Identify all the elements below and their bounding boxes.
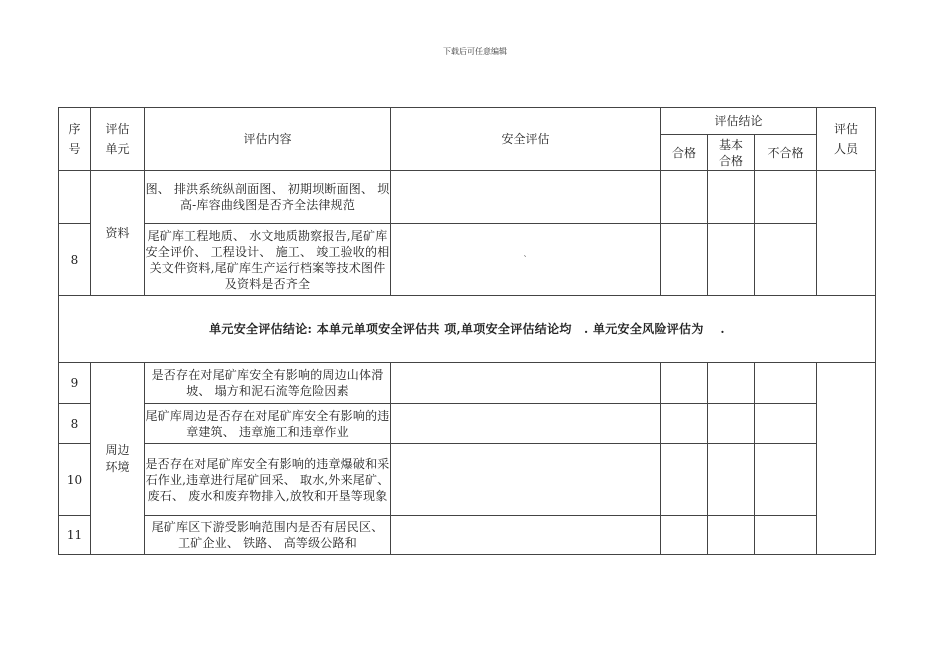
table-row: [59, 404, 876, 444]
row-number: 11: [59, 516, 91, 555]
pass-cell: [661, 363, 708, 404]
pass-cell: [661, 404, 708, 444]
summary-row: [59, 296, 876, 363]
header-conclusion: 评估结论: [661, 108, 817, 135]
basic-pass-cell: [708, 404, 755, 444]
fail-cell: [755, 444, 817, 516]
watermark: 下载后可任意编辑: [443, 47, 507, 56]
row-content: 尾矿库区下游受影响范围内是否有居民区、 工矿企业、 铁路、 高等级公路和: [145, 516, 391, 555]
safety-eval-cell: [391, 171, 661, 224]
safety-eval-cell: [391, 516, 661, 555]
row-number: 10: [59, 444, 91, 516]
table-row: [59, 224, 876, 296]
row-content: 图、 排洪系统纵剖面图、 初期坝断面图、 坝高-库容曲线图是否齐全法律规范: [145, 171, 391, 224]
unit-conclusion: 单元安全评估结论: 本单元单项安全评估共 项,单项安全评估结论均 . 单元安全风险评估为 .: [59, 296, 876, 363]
row-content: 尾矿库周边是否存在对尾矿库安全有影响的违章建筑、 违章施工和违章作业: [145, 404, 391, 444]
basic-pass-cell: [708, 171, 755, 224]
table-row: [59, 516, 876, 555]
pass-cell: [661, 224, 708, 296]
safety-eval-cell: [391, 404, 661, 444]
eval-mark: `: [523, 255, 528, 266]
row-number: 8: [59, 404, 91, 444]
pass-cell: [661, 444, 708, 516]
basic-pass-cell: [708, 224, 755, 296]
safety-eval-cell: [391, 224, 661, 296]
table-row: [59, 444, 876, 516]
fail-cell: [755, 224, 817, 296]
header-basic-pass: 基本合格: [708, 135, 755, 171]
header-assessor: 评估人员: [817, 108, 876, 171]
row-content: 是否存在对尾矿库安全有影响的周边山体滑坡、 塌方和泥石流等危险因素: [145, 363, 391, 404]
basic-pass-cell: [708, 363, 755, 404]
safety-eval-cell: [391, 444, 661, 516]
table-row: [59, 363, 876, 404]
row-content: 尾矿库工程地质、 水文地质勘察报告,尾矿库安全评价、 工程设计、 施工、 竣工验收的相关文件资料,尾矿库生产运行档案等技术图件及资料是否齐全: [145, 224, 391, 296]
basic-pass-cell: [708, 516, 755, 555]
fail-cell: [755, 404, 817, 444]
unit-cell: 资料: [91, 171, 145, 296]
row-content: 是否存在对尾矿库安全有影响的违章爆破和采石作业,违章进行尾矿回采、 取水,外来尾矿、 废石、 废水和废弃物排入,放牧和开垦等现象: [145, 444, 391, 516]
header-safety-eval: 安全评估: [391, 108, 661, 171]
table-row: [59, 171, 876, 224]
header-content: 评估内容: [145, 108, 391, 171]
row-number: 9: [59, 363, 91, 404]
basic-pass-cell: [708, 444, 755, 516]
row-number: 8: [59, 224, 91, 296]
assessor-cell: [817, 363, 876, 555]
fail-cell: [755, 171, 817, 224]
assessment-table: [58, 107, 876, 555]
unit-cell: 周边环境: [91, 363, 145, 555]
header-unit: 评估单元: [91, 108, 145, 171]
fail-cell: [755, 363, 817, 404]
row-number: [59, 171, 91, 224]
header-pass: 合格: [661, 135, 708, 171]
safety-eval-cell: [391, 363, 661, 404]
header-fail: 不合格: [755, 135, 817, 171]
assessor-cell: [817, 171, 876, 296]
pass-cell: [661, 516, 708, 555]
pass-cell: [661, 171, 708, 224]
fail-cell: [755, 516, 817, 555]
header-seq: 序号: [59, 108, 91, 171]
